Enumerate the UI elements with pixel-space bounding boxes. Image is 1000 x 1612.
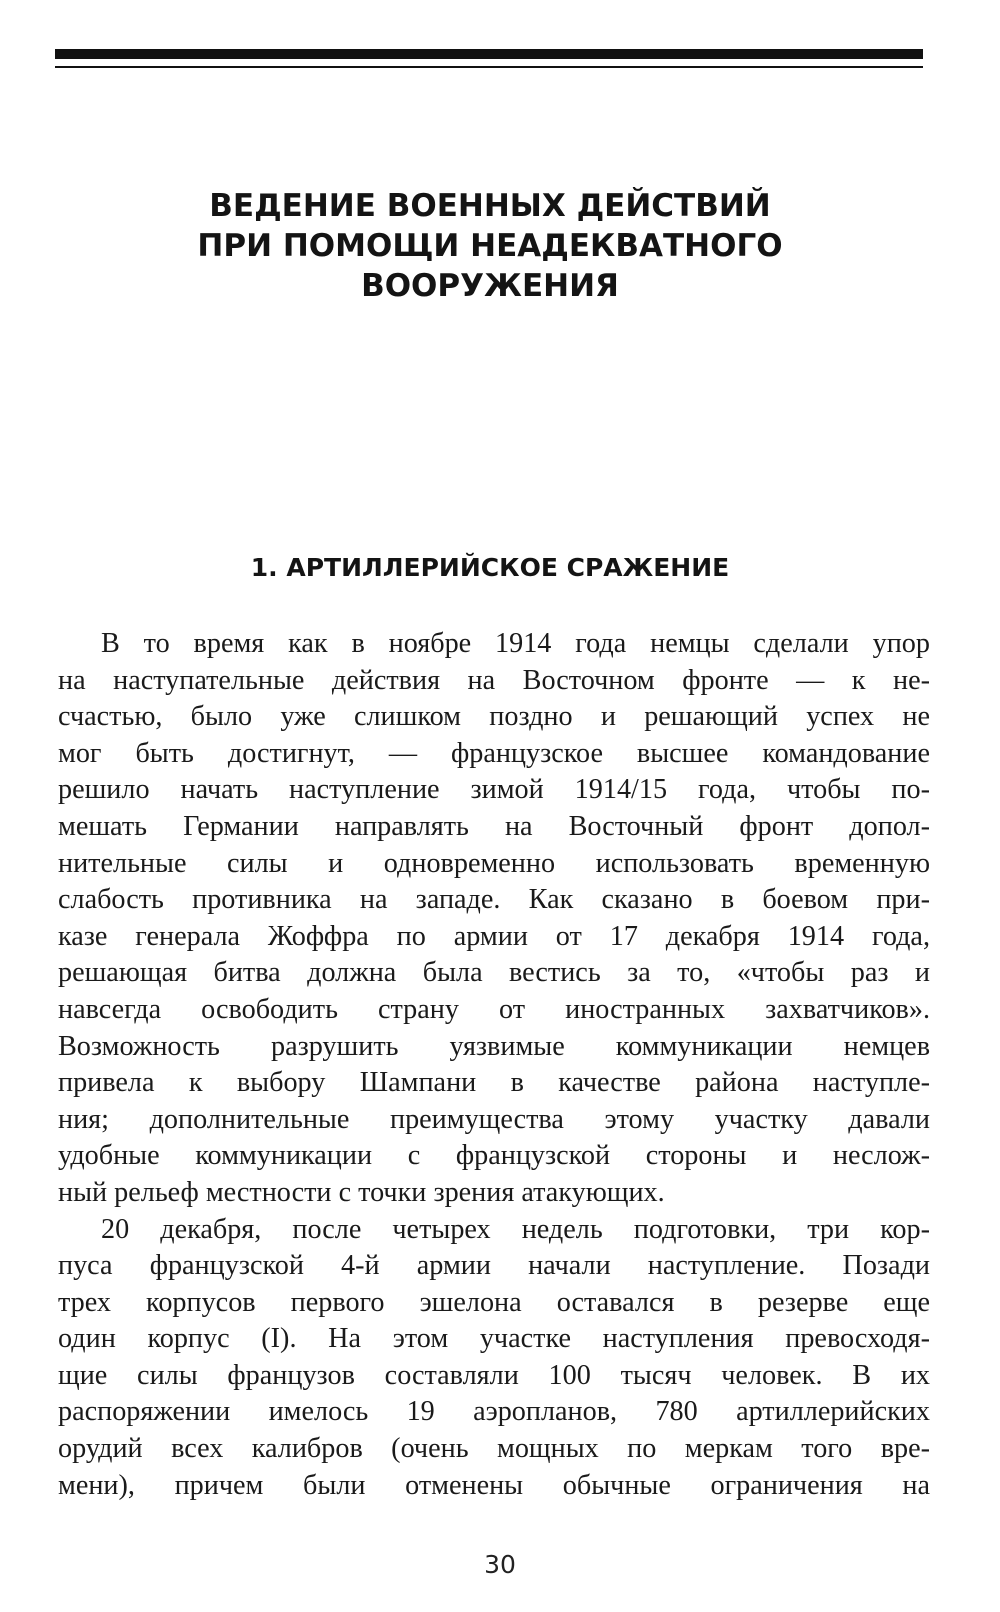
page-number: 30 <box>484 1550 516 1579</box>
paragraph <box>58 626 930 1212</box>
header-rule-thick <box>55 49 923 59</box>
section-title: 1. АРТИЛЛЕРИЙСКОЕ СРАЖЕНИЕ <box>250 553 730 582</box>
text-line: 20 декабря, после четырех недель подготовки, три кор- <box>101 1213 930 1245</box>
text-line: казе генерала Жоффра по армии от 17 декабря 1914 года, <box>58 920 930 952</box>
text-line: счастью, было уже слишком поздно и решающий успех не <box>58 701 930 733</box>
text-line: орудий всех калибров (очень мощных по меркам того вре- <box>58 1433 930 1465</box>
text-line: решило начать наступление зимой 1914/15 года, чтобы по- <box>58 774 930 806</box>
text-line: мешать Германии направлять на Восточный фронт допол- <box>58 810 930 842</box>
text-line: распоряжении имелось 19 аэропланов, 780 артиллерийских <box>58 1396 930 1428</box>
text-line: навсегда освободить страну от иностранных захватчиков». <box>58 993 930 1025</box>
body-text <box>58 626 930 1504</box>
header-rule-thin <box>55 66 923 68</box>
text-line: удобные коммуникации с французской стороны и неслож- <box>58 1140 930 1172</box>
chapter-title-line: ВООРУЖЕНИЯ <box>361 268 619 304</box>
text-line: ный рельеф местности с точки зрения атакующих. <box>58 1176 665 1208</box>
chapter-title-line: ВЕДЕНИЕ ВОЕННЫХ ДЕЙСТВИЙ <box>209 188 771 224</box>
text-line: нительные силы и одновременно использовать временную <box>58 847 930 879</box>
text-line: В то время как в ноябре 1914 года немцы сделали упор <box>101 628 930 659</box>
text-line: слабость противника на западе. Как сказано в боевом при- <box>58 884 930 916</box>
text-line: Возможность разрушить уязвимые коммуникации немцев <box>58 1030 930 1062</box>
text-line: один корпус (I). На этом участке наступления превосходя- <box>58 1323 930 1355</box>
text-line: пуса французской 4-й армии начали наступление. Позади <box>58 1250 930 1282</box>
chapter-title-line: ПРИ ПОМОЩИ НЕАДЕКВАТНОГО <box>197 228 783 264</box>
text-line: мени), причем были отменены обычные ограничения на <box>58 1469 930 1501</box>
chapter-title <box>100 186 880 306</box>
text-line: трех корпусов первого эшелона оставался в резерве еще <box>58 1286 930 1318</box>
text-line: на наступательные действия на Восточном фронте — к не- <box>58 664 930 696</box>
text-line: привела к выбору Шампани в качестве района наступле- <box>58 1067 930 1099</box>
paragraph <box>58 1212 930 1505</box>
text-line: щие силы французов составляли 100 тысяч человек. В их <box>58 1359 930 1391</box>
text-line: решающая битва должна была вестись за то, «чтобы раз и <box>58 957 930 989</box>
text-line: мог быть достигнут, — французское высшее командование <box>58 737 930 769</box>
text-line: ния; дополнительные преимущества этому участку давали <box>58 1103 930 1135</box>
